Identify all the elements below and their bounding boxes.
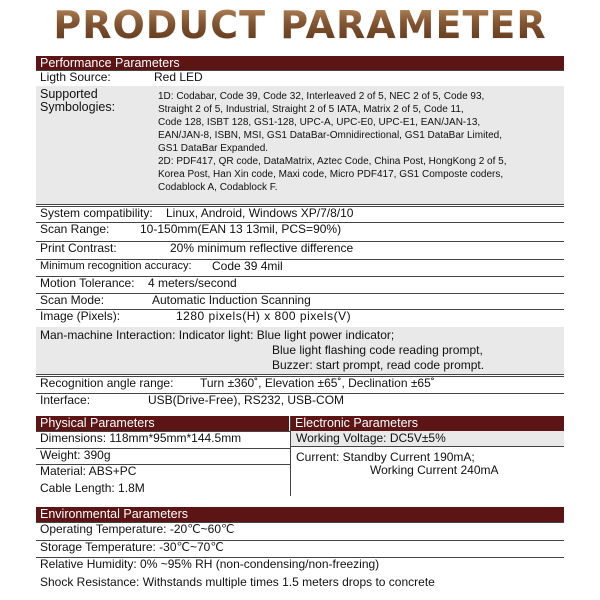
angle-row xyxy=(36,376,564,390)
cable-value: Cable Length: 1.8M xyxy=(40,481,145,495)
storage-value: Storage Temperature: -30℃~70℃ xyxy=(40,540,224,554)
electronic-header: Electronic Parameters xyxy=(291,416,564,431)
image-label: Image (Pixels): xyxy=(40,309,121,323)
print-contrast-value: 20% minimum reflective difference xyxy=(170,241,354,255)
mmi-line-2: Blue light flashing code reading prompt, xyxy=(272,343,483,357)
scan-mode-value: Automatic Induction Scanning xyxy=(152,293,311,307)
material-value: Material: ABS+PC xyxy=(40,464,137,478)
dimensions-value: Dimensions: 118mm*95mm*144.5mm xyxy=(40,431,242,445)
image-row xyxy=(36,309,564,323)
current-line-1: Current: Standby Current 190mA; xyxy=(296,450,475,464)
mmi-block xyxy=(40,328,394,343)
motion-value: 4 meters/second xyxy=(148,276,237,290)
weight-row xyxy=(36,448,290,462)
print-contrast-label: Print Contrast: xyxy=(40,241,117,255)
page-title: PRODUCT PARAMETER xyxy=(0,2,600,48)
weight-value: Weight: 390g xyxy=(40,448,111,462)
symbologies-2d: 2D: PDF417, QR code, DataMatrix, Aztec Code, China Post, HongKong 2 of 5, Korea Post, Han Xin code, Maxi code, Micro PDF417, GS1 Composte coders, Codablock A, Codablock F. xyxy=(158,156,507,193)
operating-row xyxy=(36,522,564,536)
interface-value: USB(Drive-Free), RS232, USB-COM xyxy=(148,393,345,407)
light-source-value: Red LED xyxy=(154,70,203,84)
operating-value: Operating Temperature: -20℃~60℃ xyxy=(40,522,235,536)
symbologies-label: Supported Symbologies: xyxy=(40,87,116,114)
physical-header: Physical Parameters xyxy=(36,416,289,431)
current-line-2: Working Current 240mA xyxy=(370,463,499,477)
image-value: 1280 pixels(H) x 800 pixels(V) xyxy=(176,309,352,323)
angle-value: Turn ±360˚, Elevation ±65˚, Declination ±65˚ xyxy=(200,376,435,390)
print-contrast-row xyxy=(36,241,564,255)
symbologies-1d: 1D: Codabar, Code 39, Code 32, Interleaved 2 of 5, NEC 2 of 5, Code 93, Straight 2 of 5, Industrial, Straight 2 of 5 IATA, Matrix 2 of 5, Code 11, Code 128, ISBT 128, GS1-128, UPC-A, UPC-E0, UPC-E1, EAN/JAN-13, EAN/JAN-8, ISBN, MSI, GS1 DataBar-Omnidirectional, GS1 DataBar Limited, GS1 DataBar Expanded. xyxy=(158,91,503,154)
shock-value: Shock Resistance: Withstands multiple times 1.5 meters drops to concrete xyxy=(40,575,435,589)
light-source-label: Ligth Source: xyxy=(40,70,111,84)
light-source-row xyxy=(36,70,564,84)
system-row xyxy=(36,206,564,220)
scan-range-value: 10-150mm(EAN 13 13mil, PCS=90%) xyxy=(140,222,342,236)
humidity-row xyxy=(36,557,564,571)
motion-label: Motion Tolerance: xyxy=(40,276,135,290)
accuracy-value: Code 39 4mil xyxy=(212,259,283,273)
mmi-label: Man-machine Interaction: xyxy=(40,328,176,342)
dimensions-row xyxy=(36,431,290,445)
angle-label: Recognition angle range: xyxy=(40,376,174,390)
scan-range-row xyxy=(36,222,564,236)
accuracy-row xyxy=(36,259,564,273)
environmental-header: Environmental Parameters xyxy=(36,507,564,522)
scan-mode-label: Scan Mode: xyxy=(40,293,105,307)
performance-header: Performance Parameters xyxy=(36,56,564,71)
mmi-line-1: Indicator light: Blue light power indicator; xyxy=(178,328,395,342)
motion-row xyxy=(36,276,564,290)
mmi-line-3: Buzzer: start prompt, read code prompt. xyxy=(272,358,485,372)
accuracy-label: Minimum recognition accuracy: xyxy=(40,260,192,272)
voltage-value: Working Voltage: DC5V±5% xyxy=(296,431,446,445)
interface-label: Interface: xyxy=(40,393,91,407)
storage-row xyxy=(36,540,564,554)
scan-mode-row xyxy=(36,293,564,307)
system-value: Linux, Android, Windows XP/7/8/10 xyxy=(166,206,354,220)
scan-range-label: Scan Range: xyxy=(40,222,110,236)
system-label: System compatibility: xyxy=(40,206,153,220)
material-row xyxy=(36,464,290,478)
interface-row xyxy=(36,393,564,407)
humidity-value: Relative Humidity: 0% ~95% RH (non-condensing/non-freezing) xyxy=(40,557,380,571)
